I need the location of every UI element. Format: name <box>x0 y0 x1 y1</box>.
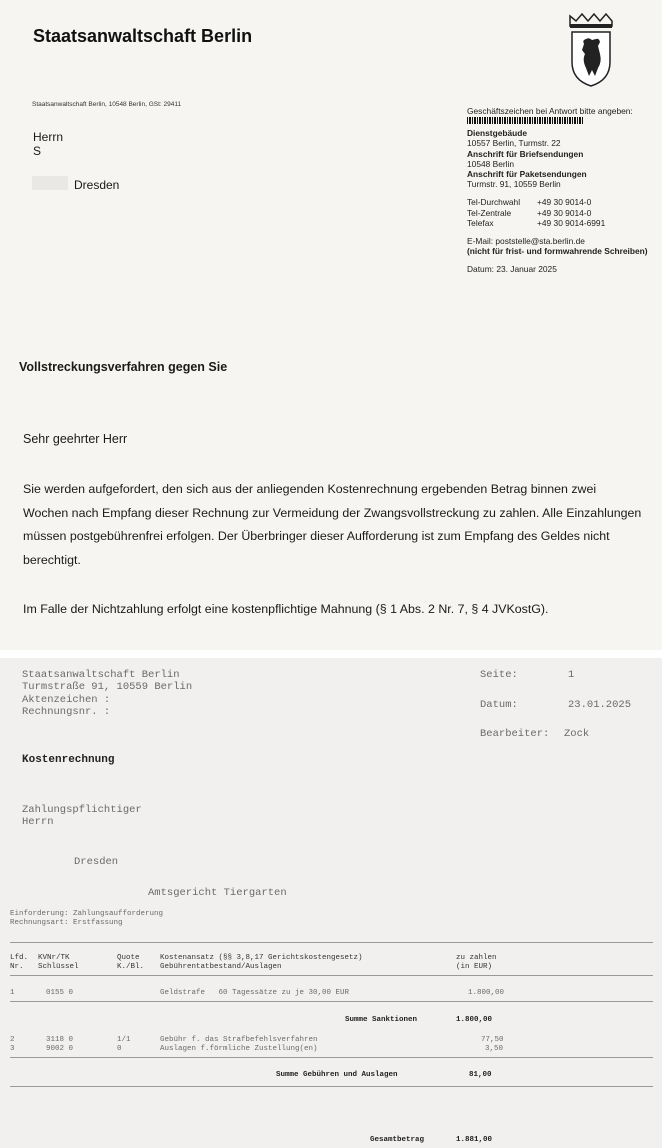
phone-value: +49 30 9014-0 <box>537 207 592 218</box>
phone-row <box>467 197 657 207</box>
phone-label: Telefax <box>467 217 494 228</box>
phone-value: +49 30 9014-6991 <box>537 217 606 228</box>
greeting: Sehr geehrter Herr <box>23 432 128 446</box>
letter-date: Datum: 23. Januar 2025 <box>467 264 557 275</box>
payer-salutation: Herrn <box>22 816 54 828</box>
col-header-kv-2: Schlüssel <box>38 963 79 971</box>
recipient-name: S <box>33 144 42 158</box>
parcels-label: Anschrift für Paketsendungen <box>467 169 587 180</box>
phone-value: +49 30 9014-0 <box>537 197 592 208</box>
invoice-header-address: Turmstraße 91, 10559 Berlin <box>22 681 193 693</box>
body-paragraph-1: Sie werden aufgefordert, den sich aus der anliegenden Kostenrechnung ergebenden Betrag binnen zwei Wochen nach Empfang dieser Rechnung zur Vermeidung der Zwangsvollstreckung zu zahlen. Alle Einzahlungen müssen postgebührenfrei erfolgen. Der Überbringer dieser Aufforderung ist zum Empfang des Geldes nicht berechtigt. <box>23 482 642 567</box>
row-2-nr: 2 <box>10 1036 15 1044</box>
sum-sanctions-label: Summe Sanktionen <box>345 1016 418 1024</box>
body-paragraph-2: Im Falle der Nichtzahlung erfolgt eine kostenpflichtige Mahnung (§ 1 Abs. 2 Nr. 7, § 4 JVKostG). <box>23 602 549 616</box>
recipient-city: Dresden <box>74 178 120 192</box>
table-header-rule <box>10 975 653 976</box>
sum-sanctions-value: 1.800,00 <box>456 1016 493 1024</box>
row-2-quote: 1/1 <box>117 1036 131 1044</box>
row-rule <box>10 1001 653 1002</box>
row-3-nr: 3 <box>10 1045 15 1053</box>
rechnungsnr-label: Rechnungsnr. : <box>22 706 111 718</box>
payer-city: Dresden <box>74 856 119 868</box>
invoice-type: Rechnungsart: Erstfassung <box>10 919 123 927</box>
authority-title: Staatsanwaltschaft Berlin <box>33 26 253 46</box>
col-header-quote-2: K./Bl. <box>117 963 145 971</box>
table-top-rule <box>10 942 653 943</box>
office-address: 10557 Berlin, Turmstr. 22 <box>467 138 561 149</box>
row-2-amount: 77,50 <box>481 1036 504 1044</box>
row-1-text: Geldstrafe 60 Tagessätze zu je 30,00 EUR <box>160 989 350 997</box>
parcels-address: Turmstr. 91, 10559 Berlin <box>467 179 561 190</box>
col-header-desc-2: Gebührentatbestand/Auslagen <box>160 963 282 971</box>
berlin-crest-icon <box>562 10 620 88</box>
office-label: Dienstgebäude <box>467 128 528 139</box>
letters-address: 10548 Berlin <box>467 158 515 169</box>
phone-label: Tel-Durchwahl <box>467 197 521 208</box>
row-2-kv: 3118 0 <box>46 1036 74 1044</box>
phone-label: Tel-Zentrale <box>467 207 512 218</box>
subject-line: Vollstreckungsverfahren gegen Sie <box>19 360 228 374</box>
invoice-title: Kostenrechnung <box>22 754 115 766</box>
demand-type: Einforderung: Zahlungsaufforderung <box>10 910 164 918</box>
recipient-salutation: Herrn <box>33 130 64 144</box>
row-1-kv: 0155 0 <box>46 989 74 997</box>
recipient-block <box>33 130 63 158</box>
payer-label: Zahlungspflichtiger <box>22 804 142 816</box>
court-name: Amtsgericht Tiergarten <box>148 887 287 899</box>
return-address: Staatsanwaltschaft Berlin, 10548 Berlin, GSt: 29411 <box>32 101 182 108</box>
cost-invoice <box>0 658 662 1148</box>
page-value: 1 <box>568 669 575 681</box>
col-header-amount: zu zahlen <box>456 954 497 962</box>
row-1-amount: 1.800,00 <box>468 989 505 997</box>
row-3-amount: 3,50 <box>485 1045 504 1053</box>
row-3-text: Auslagen f.förmliche Zustellung(en) <box>160 1045 318 1053</box>
redaction-block <box>32 176 68 190</box>
date-label: Datum: <box>480 699 518 711</box>
row-3-quote: 0 <box>117 1045 122 1053</box>
aktenzeichen-label: Aktenzeichen : <box>22 694 111 706</box>
row-rule <box>10 1057 653 1058</box>
col-header-desc: Kostenansatz (§§ 3,8,17 Gerichtskostengesetz) <box>160 954 363 962</box>
row-2-text: Gebühr f. das Strafbefehlsverfahren <box>160 1036 318 1044</box>
page-label: Seite: <box>480 669 518 681</box>
col-header-nr-2: Nr. <box>10 963 24 971</box>
reference-hint: Geschäftszeichen bei Antwort bitte angeben: <box>467 106 633 116</box>
total-value: 1.881,00 <box>456 1136 493 1144</box>
phone-row <box>467 218 657 228</box>
row-rule <box>10 1086 653 1087</box>
row-3-kv: 9002 0 <box>46 1045 74 1053</box>
phone-row <box>467 208 657 218</box>
clerk-value: Zock <box>564 728 590 740</box>
col-header-quote: Quote <box>117 954 140 962</box>
email: E-Mail: poststelle@sta.berlin.de <box>467 236 585 247</box>
col-header-amount-2: (in EUR) <box>456 963 493 971</box>
col-header-nr: Lfd. <box>10 954 29 962</box>
invoice-header-name: Staatsanwaltschaft Berlin <box>22 669 180 681</box>
letters-label: Anschrift für Briefsendungen <box>467 148 584 159</box>
sum-fees-value: 81,00 <box>469 1071 492 1079</box>
total-label: Gesamtbetrag <box>370 1136 425 1144</box>
sender-info-sidebar <box>467 106 657 275</box>
row-1-nr: 1 <box>10 989 15 997</box>
email-note: (nicht für frist- und formwahrende Schreiben) <box>467 246 648 257</box>
col-header-kv: KVNr/TK <box>38 954 70 962</box>
clerk-label: Bearbeiter: <box>480 728 550 740</box>
date-value: 23.01.2025 <box>568 699 632 711</box>
barcode-icon <box>467 117 583 124</box>
sum-fees-label: Summe Gebühren und Auslagen <box>276 1071 398 1079</box>
